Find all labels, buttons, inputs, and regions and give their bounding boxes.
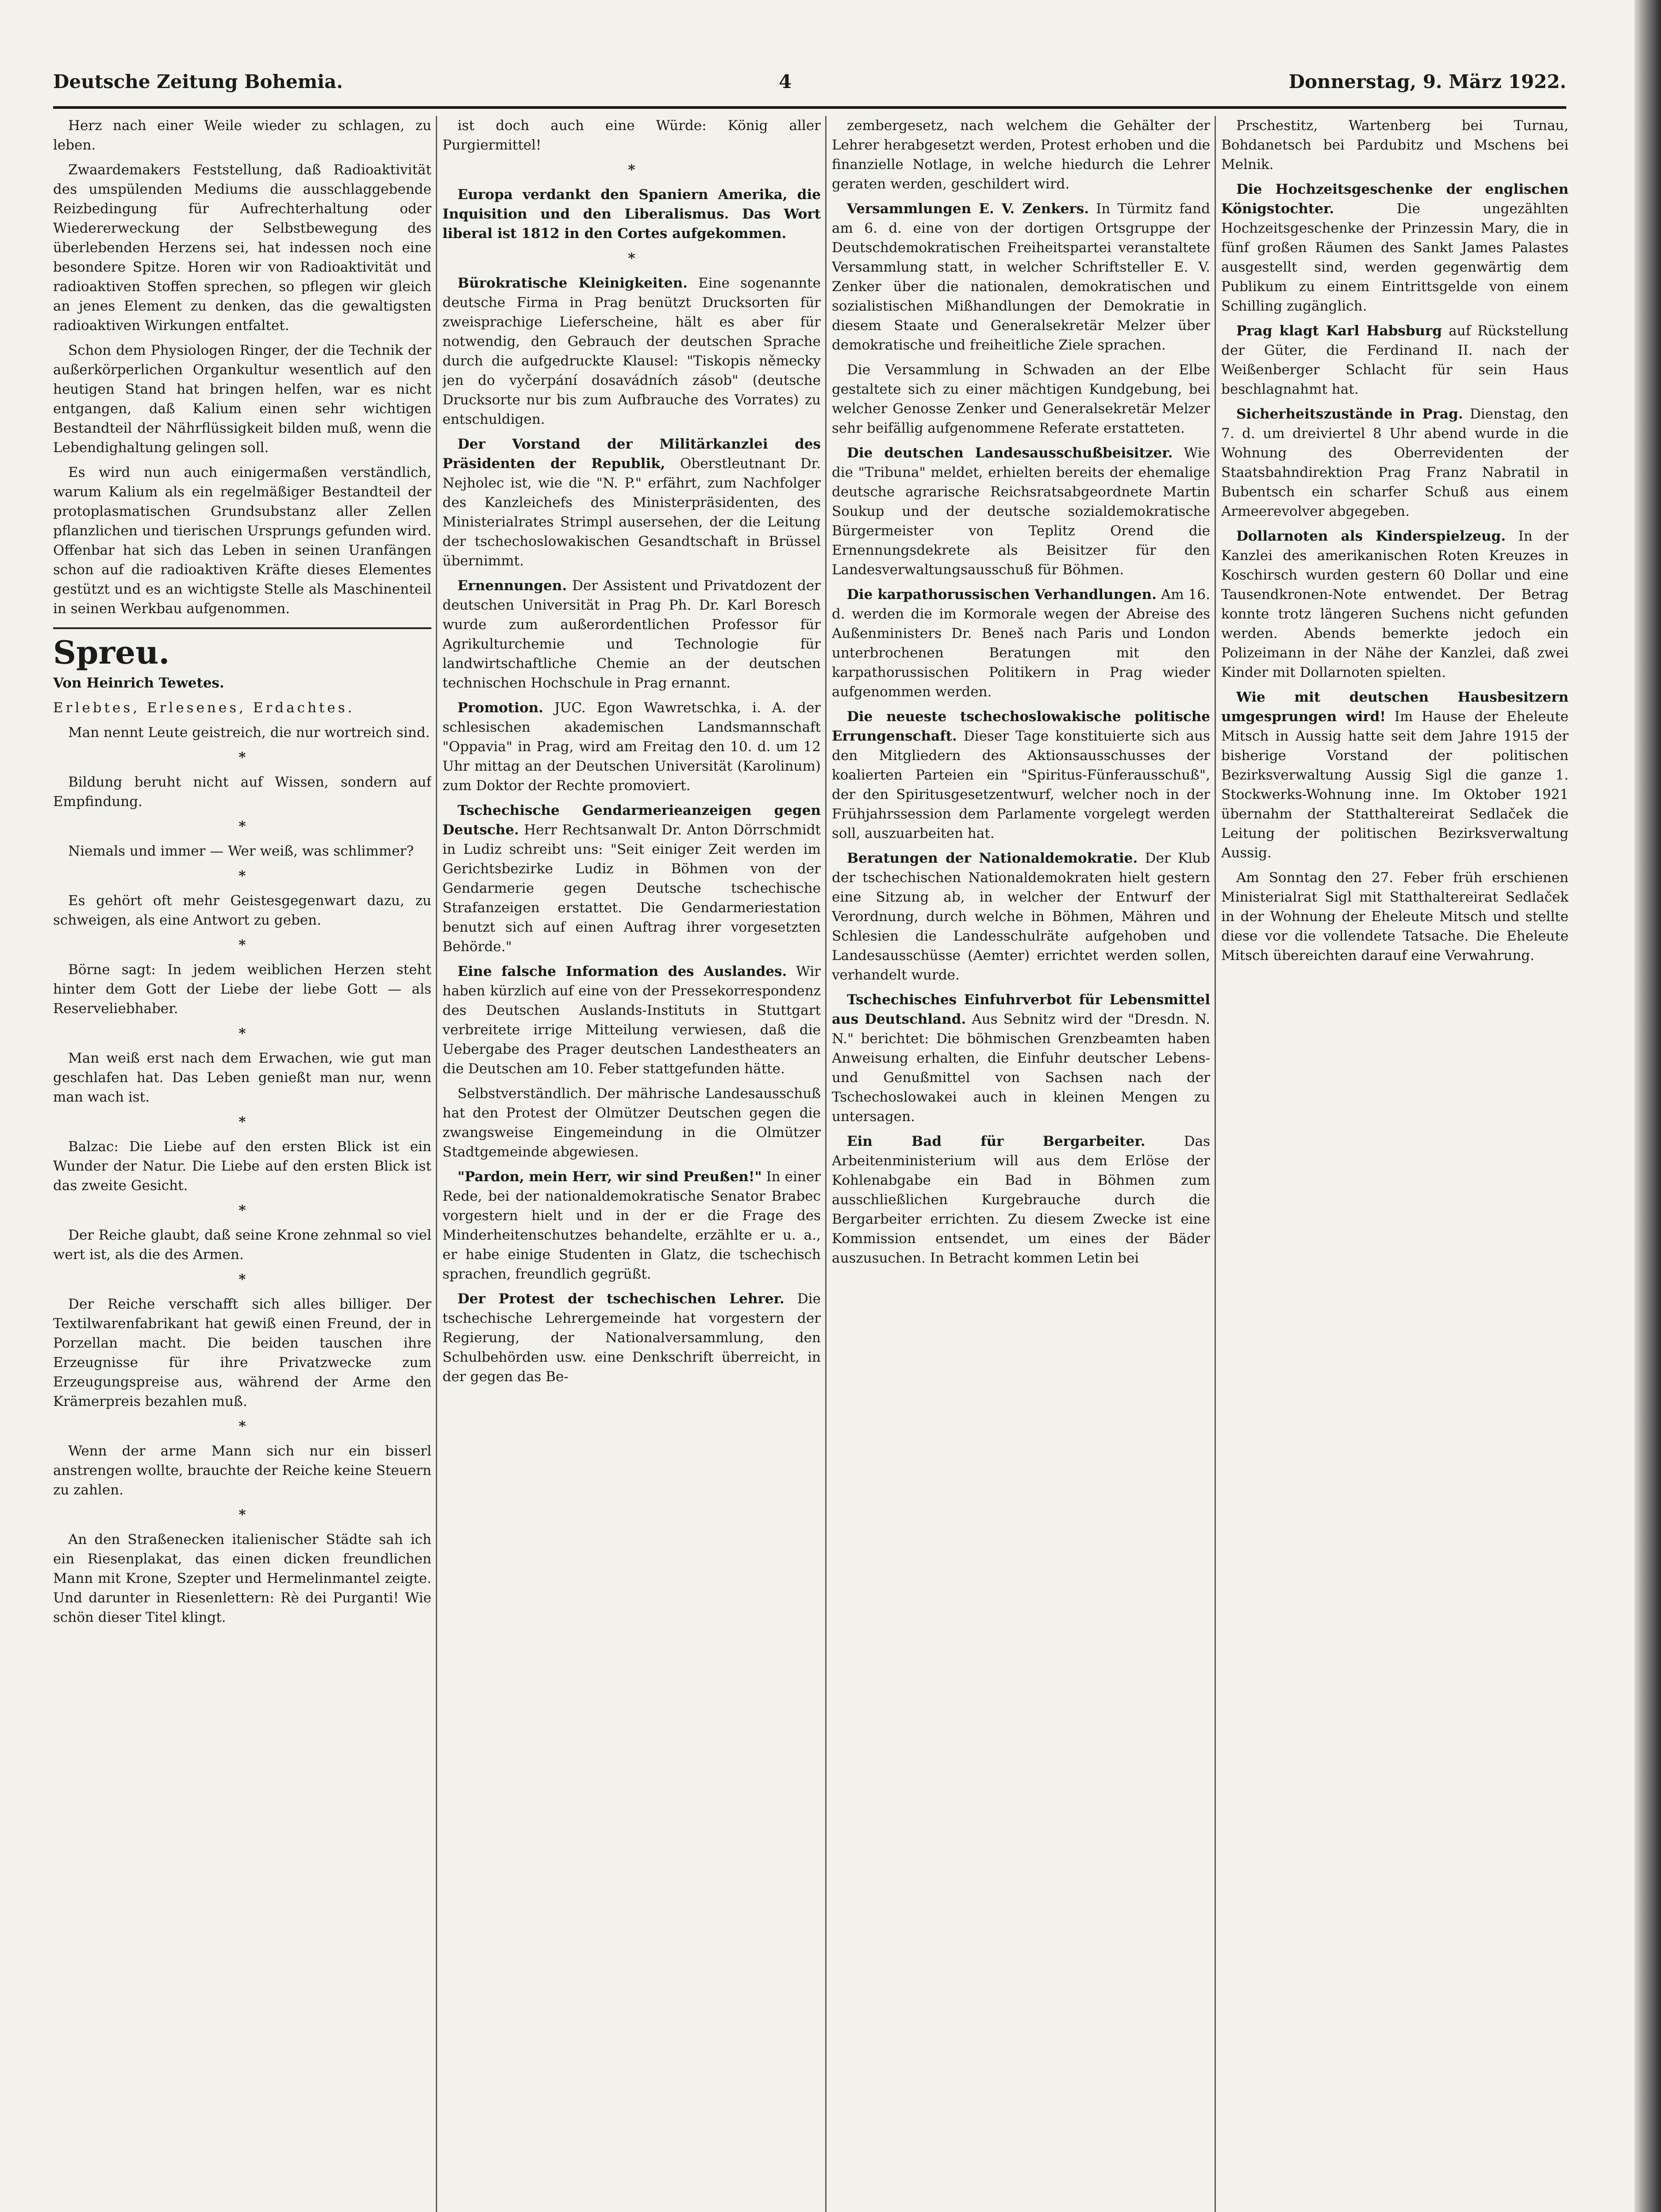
separator-asterisk: * [238, 1025, 246, 1041]
separator-asterisk: * [238, 868, 246, 884]
news-text: auf Rückstellung der Güter, die Ferdinand II. nach der Weißenberger Schlacht für sein Haus beschlagnahmt hat. [1221, 323, 1569, 397]
column-3 [832, 116, 1210, 2212]
news-heading: Tschechische Gendarmerieanzeigen gegen Deutsche. [442, 803, 821, 838]
news-text: Am 16. d. werden die im Kormorale wegen der Abreise des Außenministers Dr. Beneš nach Paris und London unterbrochenen Beratungen mit den karpathorussischen Politikern in Prag wieder aufgenommen werden. [832, 587, 1210, 700]
feuilleton-author: Von Heinrich Tewetes. [53, 675, 224, 691]
news-text: Die tschechische Lehrergemeinde hat vorgestern der Regierung, der Nationalversammlung, den Schulbehörden usw. eine Denkschrift überreicht, in der gegen das Be- [442, 1291, 821, 1385]
separator-asterisk: * [238, 1271, 246, 1287]
news-text: Eine sogenannte deutsche Firma in Prag benützt Drucksorten für zweisprachige Lieferscheine, hält es aber für notwendig, den Gebrauch der deutschen Sprache durch die aufgedruckte Klausel: "Tiskopis německy jen do vyčerpání dosavádních zásob" (deutsche Drucksorte nur bis zum Aufbrauche des Vorrates) zu entschuldigen. [442, 275, 821, 427]
news-heading: Promotion. [458, 700, 543, 716]
page-binding-edge [1634, 0, 1661, 2212]
news-heading: Beratungen der Nationaldemokratie. [847, 850, 1138, 866]
news-text: JUC. Egon Wawretschka, i. A. der schlesischen akademischen Landsmannschaft "Oppavia" in Prag, wird am Freitag den 10. d. um 12 Uhr mittag an der Deutschen Universität (Karolinum) zum Doktor der Rechte promoviert. [442, 700, 821, 794]
news-text: Die ungezählten Hochzeitsgeschenke der Prinzessin Mary, die in fünf großen Räumen des Sankt James Palastes ausgestellt sind, werden gegenwärtig dem Publikum zu einem Eintrittsgelde von einem Schilling zugänglich. [1221, 201, 1569, 314]
feuilleton-title: Spreu. [53, 627, 431, 672]
news-heading: Dollarnoten als Kinderspielzeug. [1236, 528, 1506, 544]
news-heading: Die karpathorussischen Verhandlungen. [847, 587, 1157, 603]
paragraph: ist doch auch eine Würde: König aller Purgiermittel! [442, 118, 821, 153]
news-heading: Versammlungen E. V. Zenkers. [847, 201, 1089, 217]
news-heading: Sicherheitszustände in Prag. [1236, 406, 1463, 422]
paragraph: Zwaardemakers Feststellung, daß Radioaktivität des umspülenden Mediums die ausschlaggebende Reizbedingung für Aufrechterhaltung oder Wiedererweckung der Selbstbewegung des überlebenden Herzens sei, hat indessen noch eine besondere Spitze. Horen wir von Radioaktivität und radioaktiven Stoffen sprechen, so pflegen wir gleich an jenes Element zu denken, das die gewaltigsten radioaktiven Wirkungen entfaltet. [53, 162, 431, 334]
paragraph: Herz nach einer Weile wieder zu schlagen, zu leben. [53, 118, 431, 153]
column-4 [1221, 116, 1569, 2212]
aphorism: Balzac: Die Liebe auf den ersten Blick ist ein Wunder der Natur. Die Liebe auf den ersten Blick ist das zweite Gesicht. [53, 1139, 431, 1194]
column-divider [825, 116, 827, 2212]
news-text: Der Assistent und Privatdozent der deutschen Universität in Prag Ph. Dr. Karl Boresch wurde zum außerordentlichen Professor für Agrikulturchemie und Technologie für landwirtschaftliche Chemie an der deutschen technischen Hochschule in Prag ernannt. [442, 578, 821, 691]
separator-asterisk: * [238, 1507, 246, 1523]
news-heading: Der Vorstand der Militärkanzlei des Präsidenten der Republik, [442, 436, 821, 472]
separator-asterisk: * [628, 250, 635, 266]
news-text: Der Klub der tschechischen Nationaldemokraten hielt gestern eine Sitzung ab, in welcher der Entwurf der Verordnung, durch welche in Böhmen, Mähren und Schlesien die Landesschulräte aufgehoben und Landesausschüsse (Aemter) errichtet werden sollen, verhandelt wurde. [832, 850, 1210, 983]
news-heading: Tschechisches Einfuhrverbot für Lebensmittel aus Deutschland. [832, 992, 1210, 1027]
paragraph: Es wird nun auch einigermaßen verständlich, warum Kalium als ein regelmäßiger Bestandteil der protoplasmatischen Grundsubstanz aller Zellen pflanzlichen und tierischen Ursprungs gefunden wird. Offenbar hat sich das Leben in seinen Uranfängen schon auf die radioaktiven Kräfte dieses Elementes gestützt und es an wichtigste Stelle als Maschinenteil in seinen Werkbau aufgenommen. [53, 465, 431, 617]
news-text: Wie die "Tribuna" meldet, erhielten bereits der ehemalige deutsche agrarische Reichsratsabgeordnete Martin Soukup und der deutsche sozialdemokratische Bürgermeister von Teplitz Orend die Ernennungsdekrete als Beisitzer für den Landesverwaltungsausschuß für Böhmen. [832, 445, 1210, 578]
news-text: Wir haben kürzlich auf eine von der Pressekorrespondenz des Deutschen Auslands-Instituts in Stuttgart verbreitete irrige Mitteilung verwiesen, daß die Uebergabe des Prager deutschen Landestheaters an die Deutschen am 10. Feber stattgefunden hätte. [442, 964, 821, 1077]
aphorism: Bildung beruht nicht auf Wissen, sondern auf Empfindung. [53, 774, 431, 810]
news-text: In einer Rede, bei der nationaldemokratische Senator Brabec vorgestern hielt und in der er die Frage des Minderheitenschutzes behandelte, erzählte er u. a., er habe einige Studenten in Glatz, die tschechisch sprachen, freundlich gegrüßt. [442, 1169, 821, 1282]
feuilleton-subtitle: Erlebtes, Erlesenes, Erdachtes. [53, 700, 355, 716]
column-divider [1215, 116, 1216, 2212]
news-heading: Eine falsche Information des Auslandes. [458, 964, 787, 979]
aphorism: Man weiß erst nach dem Erwachen, wie gut man geschlafen hat. Das Leben genießt man nur, wenn man wach ist. [53, 1050, 431, 1105]
separator-asterisk: * [238, 1202, 246, 1218]
news-heading: Wie mit deutschen Hausbesitzern umgesprungen wird! [1221, 689, 1569, 725]
news-text: Oberstleutnant Dr. Nejholec ist, wie die "N. P." erfährt, zum Nachfolger des Kanzleichefs des Ministerpräsidenten, des Ministerialrates Strimpl ausersehen, der die Leitung der tschechoslowakischen Gesandtschaft in Brüssel übernimmt. [442, 456, 821, 569]
paragraph: zembergesetz, nach welchem die Gehälter der Lehrer herabgesetzt werden, Protest erhoben und die finanzielle Notlage, in welche hiedurch die Lehrer geraten werden, geschildert wird. [832, 118, 1210, 192]
news-heading: Ernennungen. [458, 578, 567, 594]
separator-asterisk: * [628, 162, 635, 178]
column-1 [53, 116, 431, 2212]
page-header [53, 71, 1566, 102]
separator-asterisk: * [238, 1114, 246, 1130]
column-divider [436, 116, 437, 2212]
header-rule [53, 106, 1566, 109]
separator-asterisk: * [238, 818, 246, 834]
separator-asterisk: * [238, 749, 246, 765]
separator-asterisk: * [238, 1418, 246, 1434]
aphorism: Der Reiche glaubt, daß seine Krone zehnmal so viel wert ist, als die des Armen. [53, 1227, 431, 1263]
news-text: Herr Rechtsanwalt Dr. Anton Dörrschmidt in Ludiz schreibt uns: "Seit einiger Zeit werden im Gerichtsbezirke Ludiz in Böhmen von der Gendarmerie gegen Deutsche tschechische Strafanzeigen erstattet. Die Gendarmeriestation benutzt sich auf einen Auftrag ihrer vorgesetzten Behörde." [442, 822, 821, 955]
aphorism: Niemals und immer — Wer weiß, was schlimmer? [68, 843, 414, 859]
paragraph: Europa verdankt den Spaniern Amerika, die Inquisition und den Liberalismus. Das Wort liberal ist 1812 in den Cortes aufgekommen. [442, 187, 821, 242]
news-heading: "Pardon, mein Herr, wir sind Preußen!" [458, 1169, 762, 1185]
aphorism: Börne sagt: In jedem weiblichen Herzen steht hinter dem Gott der Liebe der liebe Gott — als Reserveliebhaber. [53, 962, 431, 1017]
news-text: Dienstag, den 7. d. um dreiviertel 8 Uhr abend wurde in die Wohnung des Oberrevidenten der Staatsbahndirektion Prag Franz Nabratil in Bubentsch ein scharfer Schuß aus einem Armeerevolver abgegeben. [1221, 406, 1569, 519]
news-text: Das Arbeitenministerium will aus dem Erlöse der Kohlenabgabe ein Bad in Böhmen zum ausschließlichen Kurgebrauche durch die Bergarbeiter errichten. Zu diesem Zwecke ist eine Kommission entsendet, um eines der Bäder auszusuchen. In Betracht kommen Letin bei [832, 1133, 1210, 1266]
news-heading: Ein Bad für Bergarbeiter. [847, 1133, 1146, 1149]
news-heading: Die neueste tschechoslowakische politische Errungenschaft. [832, 709, 1210, 744]
separator-asterisk: * [238, 937, 246, 953]
paragraph: Schon dem Physiologen Ringer, der die Technik der außerkörperlichen Organkultur wesentlich auf den heutigen Stand hat bringen helfen, war es nicht entgangen, daß Kalium einen sehr wichtigen Bestandteil der Nährflüssigkeit bilden muß, wenn die Lebendighaltung gelingen soll. [53, 342, 431, 456]
aphorism: Wenn der arme Mann sich nur ein bisserl anstrengen wollte, brauchte der Reiche keine Steuern zu zahlen. [53, 1443, 431, 1498]
paragraph: Prschestitz, Wartenberg bei Turnau, Bohdanetsch bei Pardubitz und Mschens bei Melnik. [1221, 118, 1569, 173]
news-heading: Die Hochzeitsgeschenke der englischen Königstochter. [1221, 181, 1569, 217]
aphorism: Der Reiche verschafft sich alles billiger. Der Textilwarenfabrikant hat gewiß einen Freund, der in Porzellan macht. Die beiden tauschen ihre Erzeugnisse für ihre Privatzwecke zum Erzeugungspreise aus, während der Arme den Krämerpreis bezahlen muß. [53, 1296, 431, 1409]
news-heading: Die deutschen Landesausschußbeisitzer. [847, 445, 1173, 461]
news-text: Aus Sebnitz wird der "Dresdn. N. N." berichtet: Die böhmischen Grenzbeamten haben Anweisung erhalten, die Einfuhr deutscher Lebens- und Genußmittel von Sachsen nach der Tschechoslowakei auch in kleinen Mengen zu untersagen. [832, 1011, 1210, 1125]
page-number: 4 [779, 71, 792, 92]
aphorism: Es gehört oft mehr Geistesgegenwart dazu, zu schweigen, als eine Antwort zu geben. [53, 893, 431, 928]
aphorism: Man nennt Leute geistreich, die nur wortreich sind. [68, 725, 430, 741]
paragraph: Selbstverständlich. Der mährische Landesausschuß hat den Protest der Olmützer Deutschen gegen die zwangsweise Eingemeindung in die Olmützer Stadtgemeinde abgewiesen. [442, 1086, 821, 1160]
news-heading: Der Protest der tschechischen Lehrer. [458, 1291, 784, 1307]
news-heading: Bürokratische Kleinigkeiten. [458, 275, 688, 291]
news-text: Dieser Tage konstituierte sich aus den Mitgliedern des Aktionsausschusses der koalierten Parteien ein "Spiritus-Fünferausschuß", der den Spiritusgesetzentwurf, welcher noch in der Frühjahrssession dem Parlamente vorgelegt werden soll, auszuarbeiten hat. [832, 728, 1210, 841]
news-text: Im Hause der Eheleute Mitsch in Aussig hatte seit dem Jahre 1915 der bisherige Vorstand der politischen Bezirksverwaltung Aussig Sigl die ganze 1. Stockwerks-Wohnung inne. Im Oktober 1921 übernahm der Statthaltereirat Sedlaček die Leitung der politischen Bezirksverwaltung Aussig. [1221, 709, 1569, 861]
issue-date: Donnerstag, 9. März 1922. [1288, 71, 1566, 92]
paragraph: Die Versammlung in Schwaden an der Elbe gestaltete sich zu einer mächtigen Kundgebung, bei welcher Genosse Zenker und Generalsekretär Melzer sehr beifällig aufgenommene Referate erstatteten. [832, 362, 1210, 436]
news-text: In der Kanzlei des amerikanischen Roten Kreuzes in Koschirsch wurden gestern 60 Dollar und eine Tausendkronen-Note entwendet. Der Betrag konnte trotz längeren Suchens nicht gefunden werden. Abends bemerkte jedoch ein Polizeimann in der Nähe der Kanzlei, daß zwei Kinder mit Dollarnoten spielten. [1221, 528, 1569, 680]
newspaper-title: Deutsche Zeitung Bohemia. [53, 71, 343, 92]
aphorism: An den Straßenecken italienischer Städte sah ich ein Riesenplakat, das einen dicken freundlichen Mann mit Krone, Szepter und Hermelinmantel zeigte. Und darunter in Riesenlettern: Rè dei Purganti! Wie schön dieser Titel klingt. [53, 1532, 431, 1625]
news-heading: Prag klagt Karl Habsburg [1236, 323, 1442, 339]
column-2 [442, 116, 821, 2212]
news-text: In Türmitz fand am 6. d. eine von der dortigen Ortsgruppe der Deutschdemokratischen Freiheitspartei veranstaltete Versammlung statt, in welcher Schriftsteller E. V. Zenker über die nationalen, demokratischen und sozialistischen Mißhandlungen der Demokratie in diesem Staate und Generalsekretär Melzer über demokratische und freiheitliche Ziele sprachen. [832, 201, 1210, 353]
paragraph: Am Sonntag den 27. Feber früh erschienen Ministerialrat Sigl mit Statthaltereirat Sedlaček in der Wohnung der Eheleute Mitsch und stellte diese vor die vollendete Tatsache. Die Eheleute Mitsch übereichten darauf eine Verwahrung. [1221, 870, 1569, 964]
